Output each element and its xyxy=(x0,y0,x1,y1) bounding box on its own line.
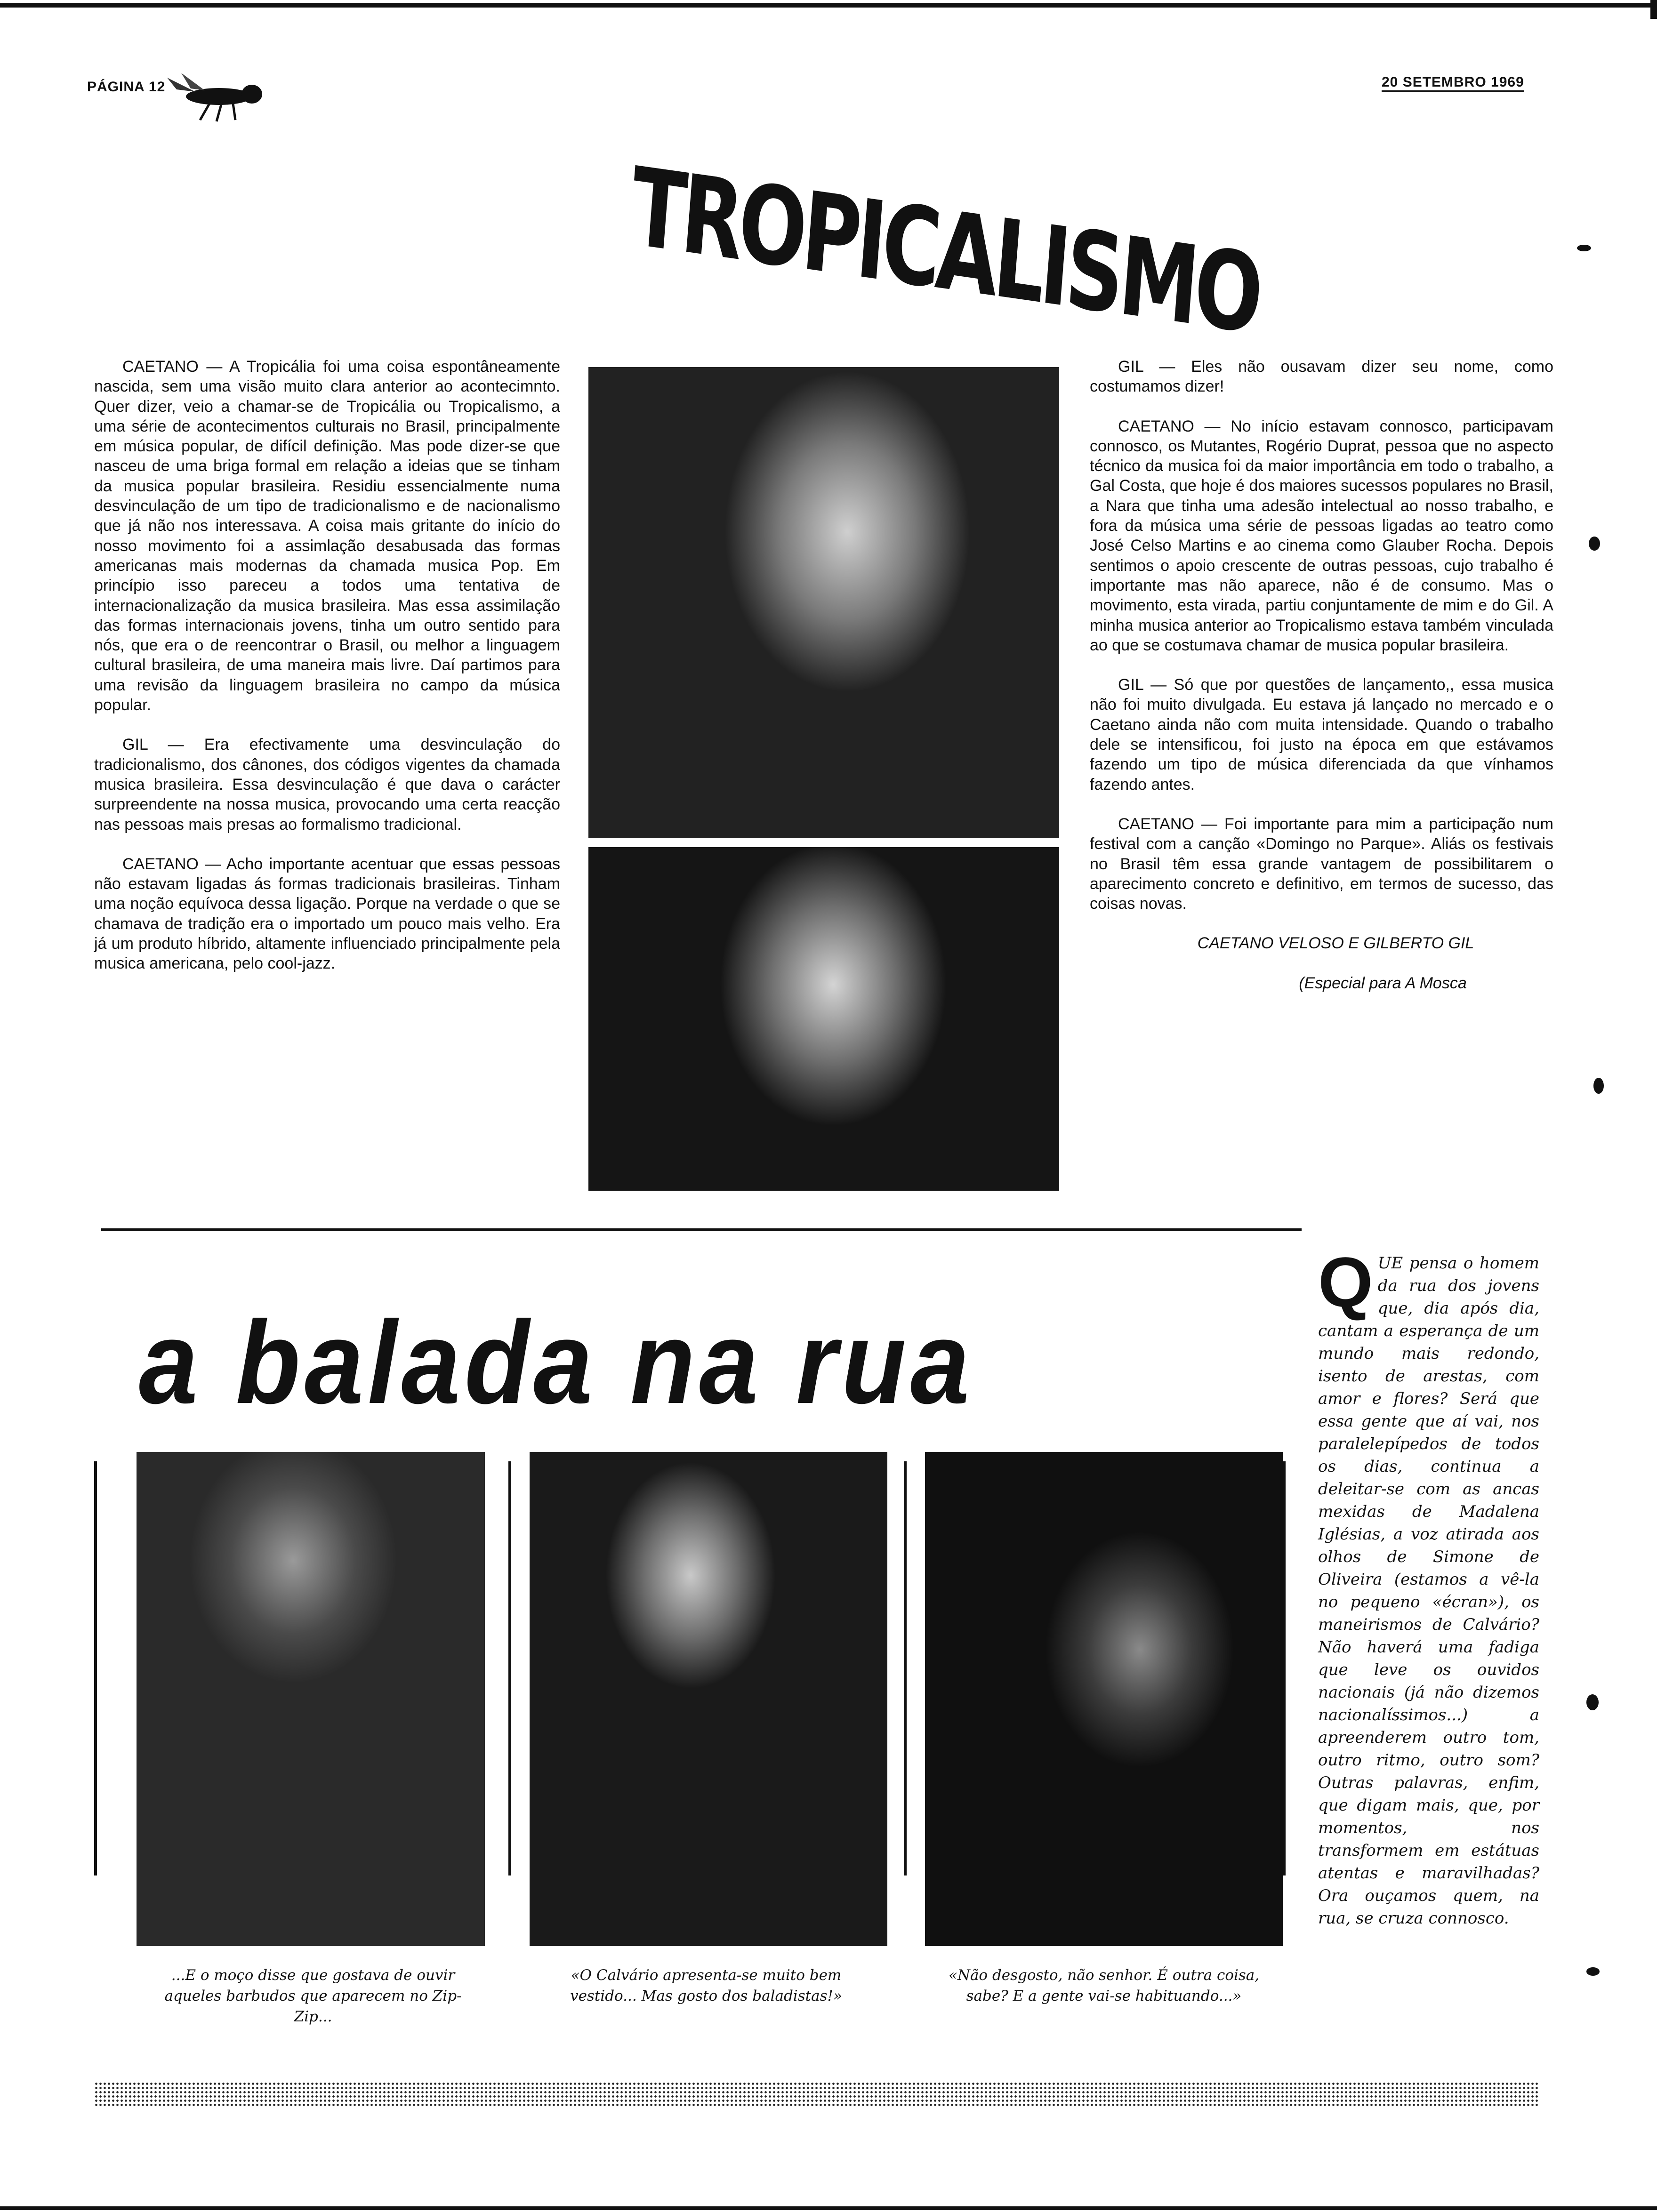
interview-left-column xyxy=(94,357,560,994)
paragraph: CAETANO — Acho importante acentuar que essas pessoas não estavam ligadas ás formas tradicionais brasileiras. Tinham uma noção equívoca dessa ligação. Porque na verdade o que se chamava de tradição era o importado um pouco mais velho. Era já um produto híbrido, altamente influenciado principalmente pela musica americana, pelo cool-jazz. xyxy=(94,855,560,973)
column-rule xyxy=(94,1461,97,1875)
interview-right-column xyxy=(1090,357,1553,1013)
paragraph: CAETANO — A Tropicália foi uma coisa espontâneamente nascida, sem uma visão muito clara anterior ao acontecimnto. Quer dizer, veio a chamar-se de Tropicália ou Tropicalismo, a uma série de acontecimentos culturais no Brasil, principalmente em música popular, de difícil definição. Mas pode dizer-se que nasceu de uma briga formal em relação a ideias que se tinham da musica popular brasileira. Residiu essencialmente numa desvinculação de um tipo de tradicionalismo e de nacionalismo que já não nos interessava. A coisa mais gritante do início do nosso movimento foi a assimlação desabusada das formas americanas mais modernas da chamada musica Pop. Em princípio isso pareceu a todos uma tentativa de internacionalização da musica brasileira. Mas essa assimilação das formas internacionais jovens, tinha um outro sentido para nós, que era o de reencontrar o Brasil, ou melhor a linguagem cultural brasileira, de uma maneira mais livre. Daí partimos para uma revisão da linguagem brasileira no campo da música popular. xyxy=(94,358,560,714)
paragraph: GIL — Eles não ousavam dizer seu nome, como costumamos dizer! xyxy=(1090,358,1553,396)
issue-date: 20 SETEMBRO 1969 xyxy=(1382,74,1524,92)
caetano-photo xyxy=(588,367,1059,838)
paragraph: GIL — Era efectivamente uma desvinculação do tradicionalismo, dos cânones, dos códigos vigentes da chamada musica brasileira. Essa desvinculação é que dava o carácter surpreendente na nossa musica, provocando uma certa reacção nas pessoas mais presas ao formalismo tradicional. xyxy=(94,736,560,834)
dotted-rule xyxy=(94,2082,1539,2106)
scan-mark xyxy=(1577,245,1591,251)
photo-caption: «Não desgosto, não senhor. É outra coisa, sabe? E a gente vai-se habituando...» xyxy=(948,1967,1260,2004)
drop-cap: Q xyxy=(1318,1242,1373,1322)
balada-intro xyxy=(1318,1242,1539,1930)
page-number: PÁGINA 12 xyxy=(87,79,166,95)
paragraph: CAETANO — No início estavam connosco, participavam connosco, os Mutantes, Rogério Duprat, pessoa que no aspecto técnico da musica foi da maior importância em todo o trabalho, a Gal Costa, que hoje é dos maiores sucessos populares no Brasil, a Nara que tinha uma adesão intelectual ao nosso trabalho, e fora da música uma série de pessoas ligadas ao teatro como José Celso Martins e ao cinema como Glauber Rocha. Depois sentimos o apoio crescente de outras pessoas, cujo trabalho é importante mas não aparece, não é de consumo. Mas o movimento, esta virada, partiu conjuntamente de mim e do Gil. A minha musica anterior ao Tropicalismo estava também vinculada ao que se costumava chamar de musica popular brasileira. xyxy=(1090,417,1553,654)
section-divider xyxy=(101,1228,1302,1231)
scan-mark xyxy=(1589,537,1600,551)
corner-mark xyxy=(1650,0,1657,19)
bottom-border xyxy=(0,2206,1657,2210)
scan-mark xyxy=(1586,1694,1599,1710)
top-border xyxy=(0,3,1657,8)
street-photo-man-in-taxi xyxy=(925,1452,1283,1946)
photo-caption: ...E o moço disse que gostava de ouvir aqueles barbudos que aparecem no Zip-Zip... xyxy=(164,1967,462,2025)
column-rule xyxy=(1283,1461,1286,1875)
fly-icon xyxy=(162,71,271,122)
street-photo-young-man xyxy=(137,1452,485,1946)
street-photo-man-in-tie xyxy=(530,1452,887,1946)
credit-line: (Especial para A Mosca xyxy=(1299,974,1467,992)
scan-mark xyxy=(1593,1078,1604,1094)
paragraph: CAETANO — Foi importante para mim a participação num festival com a canção «Domingo no Parque». Aliás os festivais no Brasil têm essa grande vantagem de possibilitarem o aparecimento concreto e definitivo, em termos de sucesso, das coisas novas. xyxy=(1090,815,1553,913)
column-rule xyxy=(904,1461,907,1875)
paragraph: GIL — Só que por questões de lançamento,, essa musica não foi muito divulgada. Eu estava já lançado no mercado e o Caetano ainda não com muita intensidade. Quando o trabalho dele se intensificou, foi justo na época em que estávamos fazendo um tipo de música diferenciada da que vínhamos fazendo antes. xyxy=(1090,676,1553,793)
gil-photo xyxy=(588,847,1059,1191)
balada-headline: a balada na rua xyxy=(139,1297,974,1428)
intro-text: UE pensa o homem da rua dos jovens que, dia após dia, cantam a esperança de um mundo mais redondo, isento de arestas, com amor e flores? Será que essa gente que aí vai, nos paralelepípedos de todos os dias, continua a deleitar-se com as ancas mexidas de Madalena Iglésias, a voz atirada aos olhos de Simone de Oliveira (estamos a vê-la no pequeno «écran»), os maneirismos de Calvário? Não haverá uma fadiga que leve os ouvidos nacionais (já não dizemos nacionalíssimos...) a apreenderem outro tom, outro ritmo, outro som? Outras palavras, enfim, que digam mais, que, por momentos, nos transformem em estátuas atentas e maravilhadas? Ora ouçamos quem, na rua, se cruza connosco. xyxy=(1318,1254,1539,1928)
signature: CAETANO VELOSO E GILBERTO GIL xyxy=(1197,934,1474,953)
photo-caption: «O Calvário apresenta-se muito bem vestido... Mas gosto dos baladistas!» xyxy=(570,1967,842,2004)
tropicalismo-headline: TROPICALISMO xyxy=(627,144,1263,359)
scan-mark xyxy=(1586,1967,1600,1976)
column-rule xyxy=(508,1461,511,1875)
